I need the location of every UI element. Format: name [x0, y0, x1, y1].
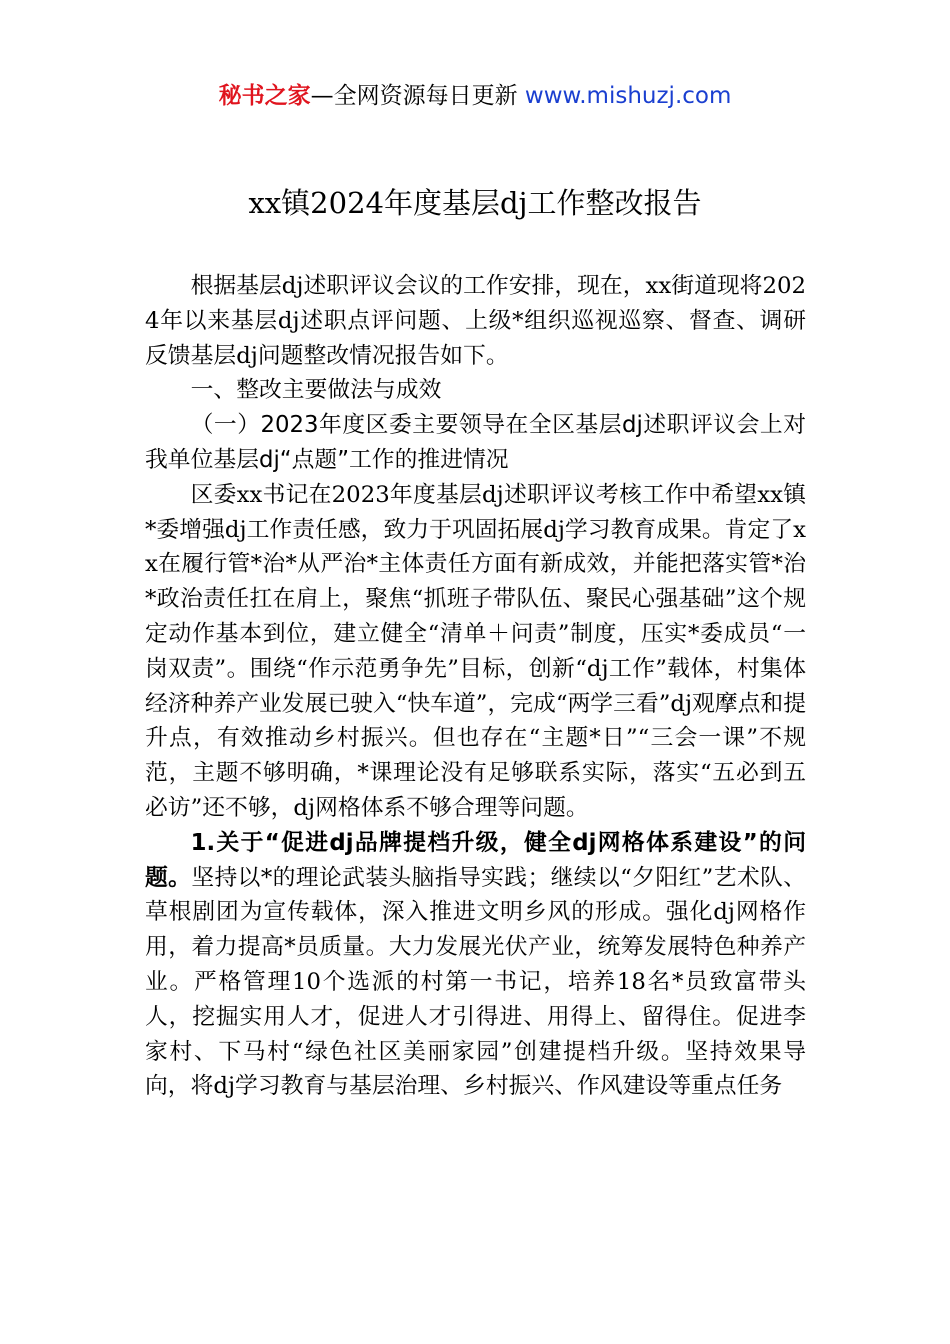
section-heading: 一、整改主要做法与成效	[190, 377, 442, 404]
site-brand: 秘书之家	[218, 83, 311, 109]
item-body: 坚持以*的理论武装头脑指导实践；继续以“夕阳红”艺术队、草根剧团为宣传载体，深入推进文明乡风的形成。强化dj网格作用，着力提高*员质量。大力发展光伏产业，统筹发展特色种养产业。严格管理10个选派的村第一书记，培养18名*员致富带头人，挖掘实用人才，促进人才引得进、用得上、留得住。促进李家村、下马村“绿色社区美丽家园”创建提档升级。坚持效果导向，将dj学习教育与基层治理、乡村振兴、作风建设等重点任务	[145, 864, 806, 1100]
body-paragraph: 区委xx书记在2023年度基层dj述职评议考核工作中希望xx镇*委增强dj工作责任感，致力于巩固拓展dj学习教育成果。肯定了xx在履行管*治*从严治*主体责任方面有新成效，并能把落实管*治*政治责任扛在肩上，聚焦“抓班子带队伍、聚民心强基础”这个规定动作基本到位，建立健全“清单＋问责”制度，压实*委成员“一岗双责”。围绕“作示范勇争先”目标，创新“dj工作”载体，村集体经济种养产业发展已驶入“快车道”，完成“两学三看”dj观摩点和提升点，有效推动乡村振兴。但也存在“主题*日”“三会一课”不规范，主题不够明确，*课理论没有足够联系实际，落实“五必到五必访”还不够，dj网格体系不够合理等问题。	[145, 481, 806, 821]
item-heading: 1.关于“促进dj品牌提档升级，健全dj网格体系建设”的问题。	[145, 829, 806, 891]
site-tagline: —全网资源每日更新	[310, 83, 518, 109]
document-body	[145, 269, 806, 1104]
site-header	[0, 80, 950, 112]
document-title: xx镇2024年度基层dj工作整改报告	[248, 186, 702, 220]
subsection-heading: （一）2023年度区委主要领导在全区基层dj述职评议会上对我单位基层dj“点题”工作的推进情况	[145, 412, 806, 473]
site-url-link[interactable]: www.mishuzj.com	[524, 83, 732, 109]
item-paragraph	[145, 826, 806, 1104]
intro-paragraph: 根据基层dj述职评议会议的工作安排，现在，xx街道现将2024年以来基层dj述职点评问题、上级*组织巡视巡察、督查、调研反馈基层dj问题整改情况报告如下。	[145, 273, 806, 369]
